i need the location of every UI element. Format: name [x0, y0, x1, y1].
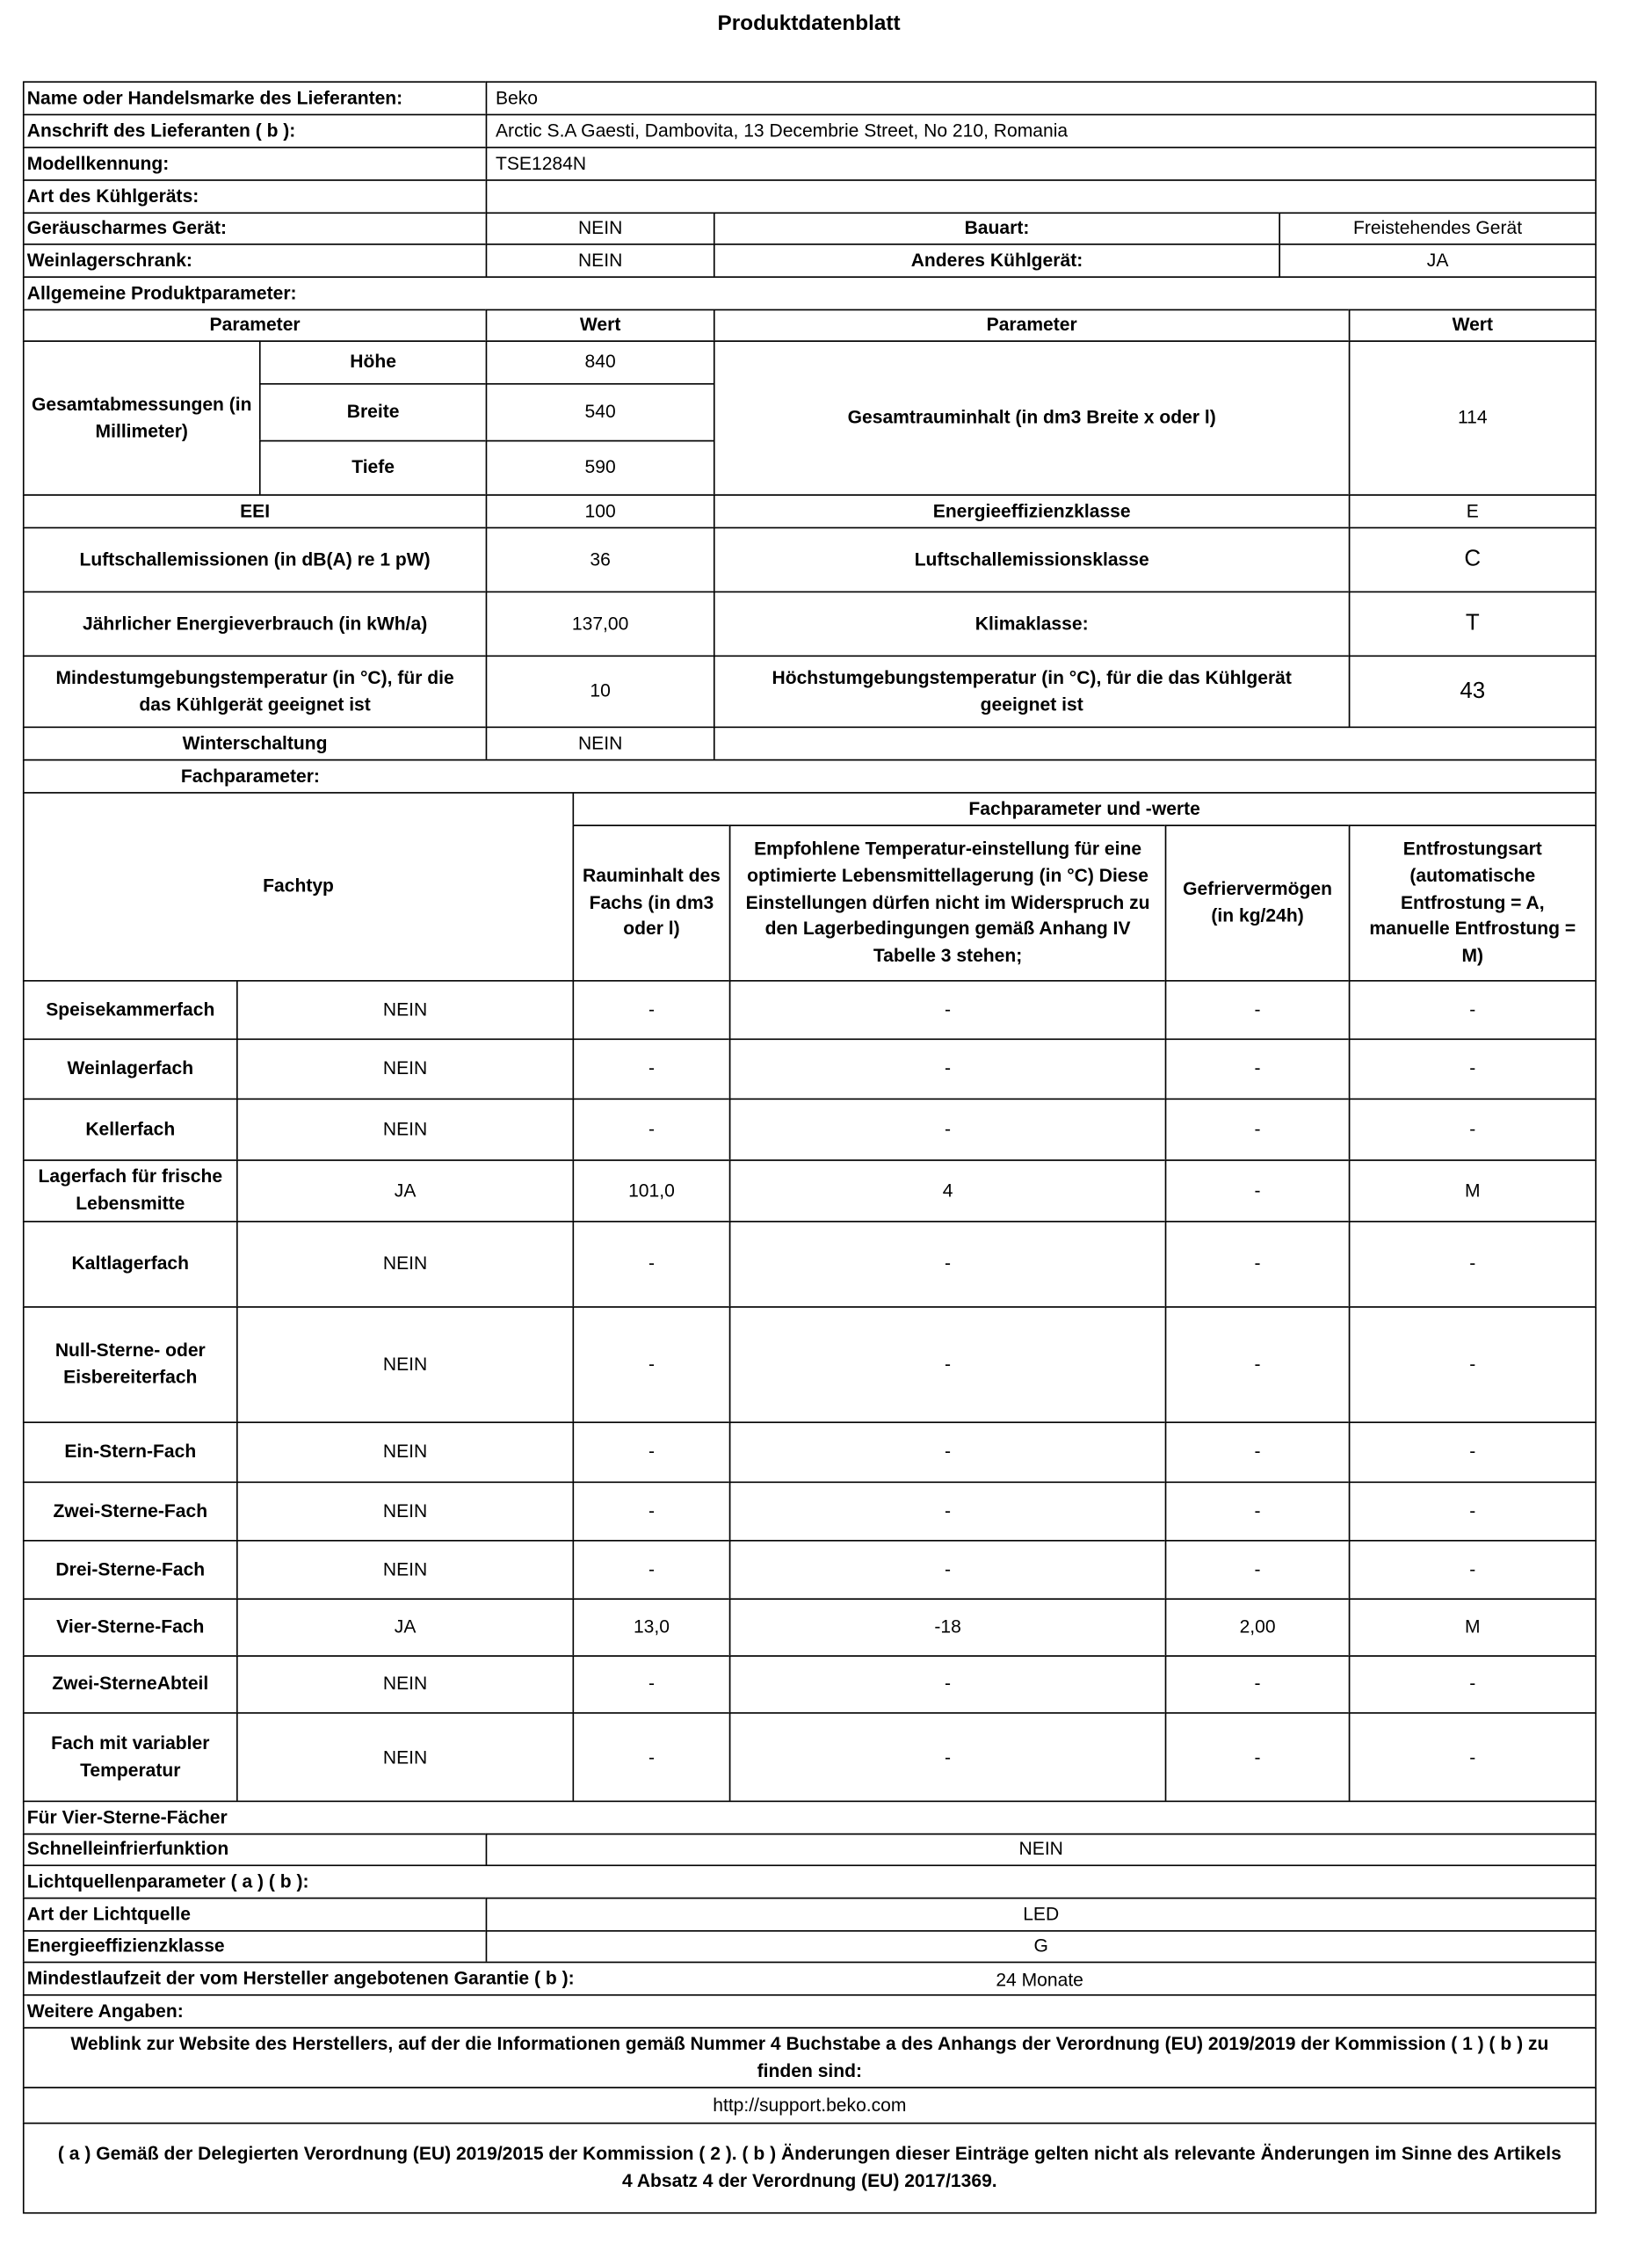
- compartment-name: Kellerfach: [23, 1099, 238, 1161]
- eei-label: EEI: [23, 494, 487, 528]
- supplier-address-label: Anschrift des Lieferanten ( b ):: [23, 114, 487, 149]
- compartment-defrost: M: [1349, 1598, 1597, 1656]
- compartment-name: Weinlagerfach: [23, 1038, 238, 1100]
- compartment-present: NEIN: [236, 980, 574, 1040]
- noise-value: 36: [486, 527, 715, 593]
- compartment-freeze: -: [1165, 1099, 1351, 1161]
- appliance-type-label: Art des Kühlgeräts:: [23, 179, 487, 214]
- supplier-address-value: Arctic S.A Gaesti, Dambovita, 13 Decembrie Street, No 210, Romania: [486, 114, 1597, 149]
- max-temp-label: Höchstumgebungstemperatur (in °C), für die das Kühlgerät geeignet ist: [714, 656, 1350, 729]
- max-temp-value: 43: [1349, 656, 1597, 729]
- header-value-2: Wert: [1349, 309, 1597, 342]
- compartment-temp: -: [729, 1540, 1167, 1600]
- compartment-temp: -: [729, 1482, 1167, 1542]
- compartment-temp: -: [729, 1655, 1167, 1713]
- compartment-volume: -: [573, 1540, 731, 1600]
- compartment-defrost: -: [1349, 1482, 1597, 1542]
- compartment-volume: -: [573, 1099, 731, 1161]
- compartment-freeze: -: [1165, 1540, 1351, 1600]
- compartment-present: NEIN: [236, 1099, 574, 1161]
- compartment-temp: -18: [729, 1598, 1167, 1656]
- light-class-label: Energieeffizienzklasse: [23, 1930, 487, 1963]
- compartment-defrost: -: [1349, 1221, 1597, 1308]
- compartment-freeze: -: [1165, 1159, 1351, 1222]
- dimensions-label: Gesamtabmessungen (in Millimeter): [23, 340, 261, 496]
- compartment-temp: -: [729, 1099, 1167, 1161]
- light-class-value: G: [486, 1930, 1597, 1963]
- low-noise-value: NEIN: [486, 212, 715, 244]
- compartment-volume: -: [573, 1038, 731, 1100]
- compartment-defrost: -: [1349, 1306, 1597, 1423]
- light-type-value: LED: [486, 1898, 1597, 1932]
- compartment-freeze: -: [1165, 1482, 1351, 1542]
- compartment-name: Zwei-Sterne-Fach: [23, 1482, 238, 1542]
- compartment-volume: -: [573, 1655, 731, 1713]
- footnote: ( a ) Gemäß der Delegierten Verordnung (EU) 2019/2015 der Kommission ( 2 ). ( b ) Änderungen dieser Einträge gelten nicht als relevante Änderungen im Sinne des Artikels 4 Absatz 4 der Verordnung (EU) 2017/1369.: [23, 2123, 1597, 2214]
- header-parameter-2: Parameter: [714, 309, 1350, 342]
- compartment-temp: -: [729, 1421, 1167, 1483]
- design-value: Freistehendes Gerät: [1279, 212, 1596, 244]
- col-freeze-header: Gefriervermögen (in kg/24h): [1165, 824, 1351, 981]
- compartment-defrost: -: [1349, 1038, 1597, 1100]
- compartment-freeze: -: [1165, 1306, 1351, 1423]
- compartment-temp: -: [729, 980, 1167, 1040]
- compartment-volume: -: [573, 1221, 731, 1308]
- compartment-volume: -: [573, 1482, 731, 1542]
- compartment-present: NEIN: [236, 1306, 574, 1423]
- wine-cabinet-value: NEIN: [486, 243, 715, 278]
- noise-class-value: C: [1349, 527, 1597, 593]
- compartment-present: NEIN: [236, 1221, 574, 1308]
- compartment-defrost: -: [1349, 1712, 1597, 1804]
- compartment-present: NEIN: [236, 1540, 574, 1600]
- compartment-freeze: -: [1165, 1655, 1351, 1713]
- compartment-name: Lagerfach für frische Lebensmitte: [23, 1159, 238, 1222]
- compartment-defrost: -: [1349, 1099, 1597, 1161]
- supplier-name-value: Beko: [486, 81, 1597, 115]
- energy-class-value: E: [1349, 494, 1597, 528]
- noise-class-label: Luftschallemissionsklasse: [714, 527, 1350, 593]
- other-appliance-value: JA: [1279, 243, 1596, 278]
- width-value: 540: [486, 383, 715, 441]
- compartment-defrost: -: [1349, 1655, 1597, 1713]
- width-label: Breite: [259, 383, 487, 441]
- compartment-defrost: M: [1349, 1159, 1597, 1222]
- min-temp-value: 10: [486, 656, 715, 729]
- winter-switch-label: Winterschaltung: [23, 727, 487, 761]
- compartment-name: Kaltlagerfach: [23, 1221, 238, 1308]
- compartment-temp: -: [729, 1038, 1167, 1100]
- compartment-name: Ein-Stern-Fach: [23, 1421, 238, 1483]
- total-volume-label: Gesamtrauminhalt (in dm3 Breite x oder l): [714, 340, 1350, 496]
- manufacturer-url[interactable]: http://support.beko.com: [23, 2087, 1597, 2124]
- compartment-volume: -: [573, 980, 731, 1040]
- compartment-volume: 13,0: [573, 1598, 731, 1656]
- compartment-volume: 101,0: [573, 1159, 731, 1222]
- page-title: Produktdatenblatt: [717, 11, 901, 36]
- wine-cabinet-label: Weinlagerschrank:: [23, 243, 487, 278]
- compartment-present: NEIN: [236, 1655, 574, 1713]
- depth-label: Tiefe: [259, 440, 487, 496]
- general-params-label: Allgemeine Produktparameter:: [23, 276, 1597, 310]
- compartment-temp: -: [729, 1221, 1167, 1308]
- fast-freeze-value: NEIN: [486, 1833, 1597, 1866]
- col-temp-header: Empfohlene Temperatur-einstellung für eine optimierte Lebensmittellagerung (in °C) Diese Einstellungen dürfen nicht im Widerspruch zu den Lagerbedingungen gemäß Anhang IV Tabelle 3 stehen;: [729, 824, 1167, 981]
- compartment-params-label: Fachparameter:: [23, 759, 1597, 794]
- compartment-name: Vier-Sterne-Fach: [23, 1598, 238, 1656]
- annual-energy-value: 137,00: [486, 592, 715, 657]
- depth-value: 590: [486, 440, 715, 496]
- climate-class-label: Klimaklasse:: [714, 592, 1350, 657]
- other-appliance-label: Anderes Kühlgerät:: [714, 243, 1280, 278]
- height-label: Höhe: [259, 340, 487, 384]
- compartment-freeze: 2,00: [1165, 1598, 1351, 1656]
- compartment-temp: -: [729, 1712, 1167, 1804]
- light-params-label: Lichtquellenparameter ( a ) ( b ):: [23, 1864, 1597, 1899]
- compartment-defrost: -: [1349, 1421, 1597, 1483]
- compartment-freeze: -: [1165, 1221, 1351, 1308]
- compartment-group-header: Fachparameter und -werte: [573, 792, 1597, 826]
- compartment-freeze: -: [1165, 1421, 1351, 1483]
- winter-switch-value: NEIN: [486, 727, 715, 761]
- weblink-description: Weblink zur Website des Herstellers, auf der die Informationen gemäß Nummer 4 Buchstabe a des Anhangs der Verordnung (EU) 2019/2019 der Kommission ( 1 ) ( b ) zu finden sind:: [23, 2027, 1597, 2088]
- annual-energy-label: Jährlicher Energieverbrauch (in kWh/a): [23, 592, 487, 657]
- min-temp-label: Mindestumgebungstemperatur (in °C), für die das Kühlgerät geeignet ist: [23, 656, 487, 729]
- height-value: 840: [486, 340, 715, 384]
- compartment-present: JA: [236, 1159, 574, 1222]
- appliance-type-value: [486, 179, 1597, 214]
- compartment-name: Speisekammerfach: [23, 980, 238, 1040]
- compartment-present: NEIN: [236, 1712, 574, 1804]
- compartment-temp: -: [729, 1306, 1167, 1423]
- compartment-defrost: -: [1349, 980, 1597, 1040]
- light-type-label: Art der Lichtquelle: [23, 1898, 487, 1932]
- compartment-name: Fach mit variabler Temperatur: [23, 1712, 238, 1804]
- compartment-name: Null-Sterne- oder Eisbereiterfach: [23, 1306, 238, 1423]
- four-star-label: Für Vier-Sterne-Fächer: [23, 1801, 1597, 1835]
- compartment-present: JA: [236, 1598, 574, 1656]
- compartment-volume: -: [573, 1421, 731, 1483]
- noise-label: Luftschallemissionen (in dB(A) re 1 pW): [23, 527, 487, 593]
- warranty-label: Mindestlaufzeit der vom Hersteller angebotenen Garantie ( b ):: [23, 1962, 1597, 1996]
- fast-freeze-label: Schnelleinfrierfunktion: [23, 1833, 487, 1866]
- eei-value: 100: [486, 494, 715, 528]
- compartment-present: NEIN: [236, 1421, 574, 1483]
- col-volume-header: Rauminhalt des Fachs (in dm3 oder l): [573, 824, 731, 981]
- compartment-volume: -: [573, 1712, 731, 1804]
- compartment-volume: -: [573, 1306, 731, 1423]
- supplier-name-label: Name oder Handelsmarke des Lieferanten:: [23, 81, 487, 115]
- warranty-value: 24 Monate: [712, 1964, 1367, 1996]
- compartment-present: NEIN: [236, 1482, 574, 1542]
- design-label: Bauart:: [714, 212, 1280, 244]
- model-value: TSE1284N: [486, 147, 1597, 181]
- further-info-label: Weitere Angaben:: [23, 1994, 1597, 2029]
- compartment-name: Zwei-SterneAbteil: [23, 1655, 238, 1713]
- compartment-present: NEIN: [236, 1038, 574, 1100]
- climate-class-value: T: [1349, 592, 1597, 657]
- compartment-freeze: -: [1165, 1712, 1351, 1804]
- low-noise-label: Geräuscharmes Gerät:: [23, 212, 487, 244]
- fachtyp-header: Fachtyp: [23, 792, 574, 982]
- winter-switch-empty: [714, 727, 1597, 761]
- header-parameter: Parameter: [23, 309, 487, 342]
- compartment-defrost: -: [1349, 1540, 1597, 1600]
- energy-class-label: Energieeffizienzklasse: [714, 494, 1350, 528]
- total-volume-value: 114: [1349, 340, 1597, 496]
- compartment-temp: 4: [729, 1159, 1167, 1222]
- header-value: Wert: [486, 309, 715, 342]
- model-label: Modellkennung:: [23, 147, 487, 181]
- compartment-freeze: -: [1165, 1038, 1351, 1100]
- compartment-name: Drei-Sterne-Fach: [23, 1540, 238, 1600]
- col-defrost-header: Entfrostungsart (automatische Entfrostung = A, manuelle Entfrostung = M): [1349, 824, 1597, 981]
- compartment-freeze: -: [1165, 980, 1351, 1040]
